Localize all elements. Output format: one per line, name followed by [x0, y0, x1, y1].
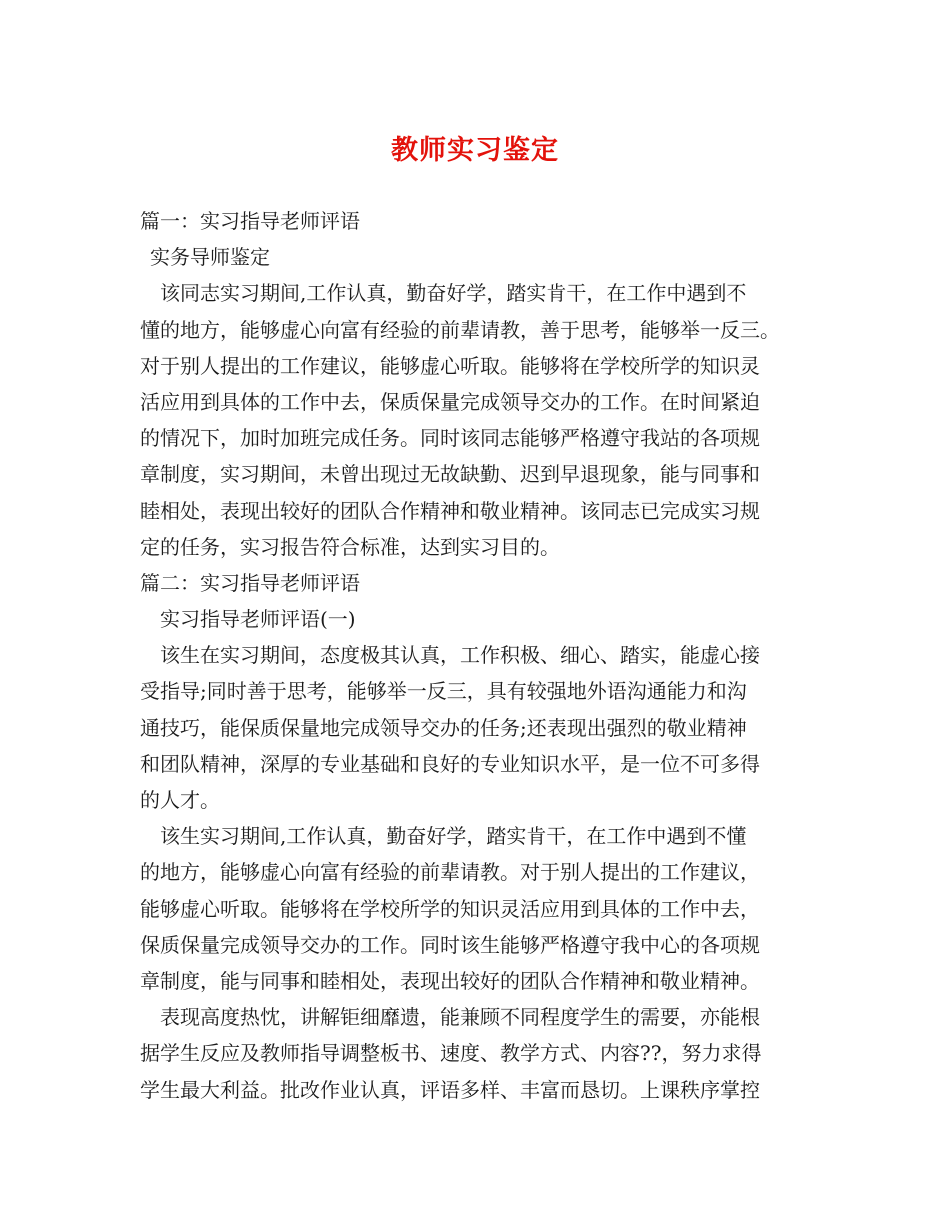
paragraph-line: 的人才。 — [140, 788, 220, 812]
paragraph-line: 通技巧，能保质保量地完成领导交办的任务;还表现出强烈的敬业精神 — [140, 715, 747, 740]
section-heading: 篇二：实习指导老师评语 — [140, 570, 360, 595]
paragraph-line: 保质保量完成领导交办的工作。同时该生能够严格遵守我中心的各项规 — [140, 932, 760, 957]
paragraph-line: 的情况下，加时加班完成任务。同时该同志能够严格遵守我站的各项规 — [140, 426, 760, 451]
paragraph-line: 懂的地方，能够虚心向富有经验的前辈请教，善于思考，能够举一反三。 — [140, 317, 780, 342]
paragraph-line: 据学生反应及教师指导调整板书、速度、教学方式、内容??，努力求得 — [140, 1041, 762, 1066]
paragraph-line: 该同志实习期间,工作认真，勤奋好学，踏实肯干，在工作中遇到不 — [160, 281, 747, 306]
section-heading: 篇一：实习指导老师评语 — [140, 209, 360, 233]
paragraph-line: 学生最大利益。批改作业认真，评语多样、丰富而恳切。上课秩序掌控 — [140, 1077, 760, 1102]
paragraph-line: 表现高度热忱，讲解钜细靡遗，能兼顾不同程度学生的需要，亦能根 — [160, 1005, 760, 1030]
paragraph-line: 受指导;同时善于思考，能够举一反三，具有较强地外语沟通能力和沟 — [140, 679, 747, 704]
paragraph-line: 睦相处，表现出较好的团队合作精神和敬业精神。该同志已完成实习规 — [140, 498, 760, 523]
paragraph-line: 能够虚心听取。能够将在学校所学的知识灵活应用到具体的工作中去， — [140, 896, 760, 921]
paragraph-line: 对于别人提出的工作建议，能够虚心听取。能够将在学校所学的知识灵 — [140, 353, 760, 378]
paragraph-line: 的地方，能够虚心向富有经验的前辈请教。对于别人提出的工作建议， — [140, 860, 760, 885]
paragraph-line: 该生在实习期间，态度极其认真，工作积极、细心、踏实，能虚心接 — [160, 643, 760, 668]
paragraph-line: 活应用到具体的工作中去，保质保量完成领导交办的工作。在时间紧迫 — [140, 389, 760, 414]
document-body — [140, 203, 820, 1108]
sub-heading: 实务导师鉴定 — [150, 245, 270, 270]
paragraph-line: 和团队精神，深厚的专业基础和良好的专业知识水平，是一位不可多得 — [140, 751, 760, 776]
sub-heading: 实习指导老师评语(一) — [160, 607, 356, 632]
paragraph-line: 定的任务，实习报告符合标准，达到实习目的。 — [140, 534, 560, 559]
document-title: 教师实习鉴定 — [391, 135, 559, 166]
paragraph-line: 章制度，能与同事和睦相处，表现出较好的团队合作精神和敬业精神。 — [140, 968, 760, 993]
paragraph-line: 章制度，实习期间，未曾出现过无故缺勤、迟到早退现象，能与同事和 — [140, 462, 760, 487]
paragraph-line: 该生实习期间,工作认真，勤奋好学，踏实肯干，在工作中遇到不懂 — [160, 824, 747, 849]
